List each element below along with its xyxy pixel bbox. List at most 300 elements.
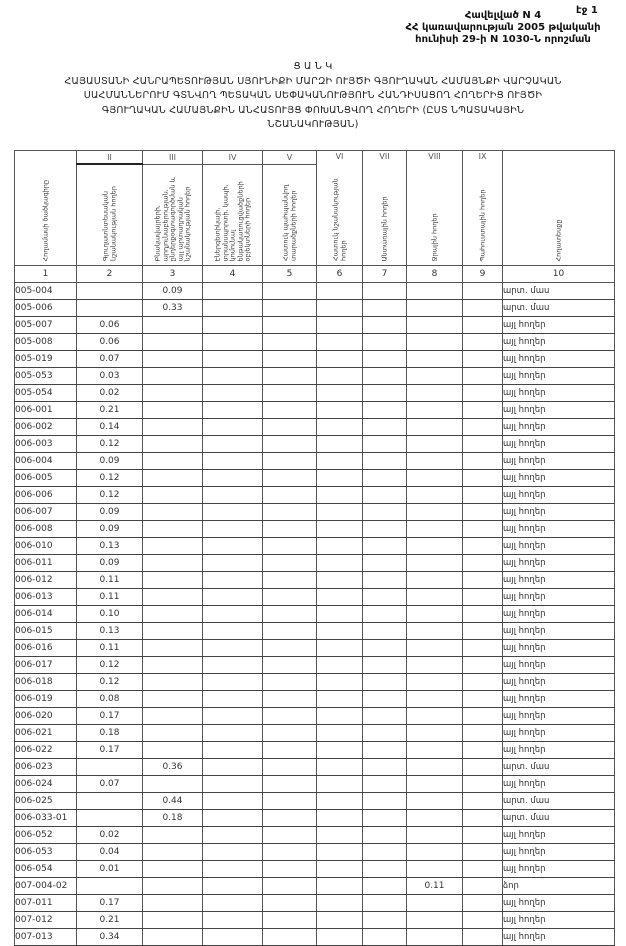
cell-reserve (463, 436, 503, 453)
cell-water (407, 317, 463, 334)
cell-reserve (463, 827, 503, 844)
title-line-3: ԳՅՈՒՂԱԿԱՆ ՀԱՄԱՅՆՔԻՆ ԱՆՀԱՏՈՒՅՑ ՓՈԽԱՆՑՎՈՂ ՀՈՂԵՐԻ (ԸՍՏ ՆՊԱՏԱԿԱՅԻՆ (101, 104, 525, 116)
cell-land-type: արտ. մաս (503, 300, 615, 317)
cell-agricultural: 0.07 (77, 776, 143, 793)
cell-code: 006-022 (15, 742, 77, 759)
table-row (15, 640, 615, 657)
cell-forest (363, 793, 407, 810)
cell-protected (263, 691, 317, 708)
table-row (15, 436, 615, 453)
cell-settlement (143, 725, 203, 742)
cell-reserve (463, 657, 503, 674)
cell-settlement (143, 419, 203, 436)
cell-water (407, 538, 463, 555)
cell-protected (263, 283, 317, 300)
cell-forest (363, 861, 407, 878)
table-row (15, 419, 615, 436)
cell-agricultural: 0.12 (77, 657, 143, 674)
cell-code: 006-016 (15, 640, 77, 657)
table-row (15, 776, 615, 793)
cell-land-type: այլ հողեր (503, 725, 615, 742)
cell-settlement (143, 334, 203, 351)
cell-energy (203, 810, 263, 827)
cell-settlement (143, 555, 203, 572)
cell-code: 006-054 (15, 861, 77, 878)
cell-protected (263, 657, 317, 674)
cell-code: 006-001 (15, 402, 77, 419)
roman-3: III (143, 151, 203, 165)
cell-protected (263, 878, 317, 895)
cell-special (317, 606, 363, 623)
cell-energy (203, 674, 263, 691)
page-number: էջ 1 (576, 5, 598, 16)
cell-land-type: այլ հողեր (503, 402, 615, 419)
cell-code: 006-017 (15, 657, 77, 674)
cell-energy (203, 589, 263, 606)
cell-energy (203, 827, 263, 844)
cell-energy (203, 844, 263, 861)
cell-agricultural: 0.07 (77, 351, 143, 368)
cell-code: 006-023 (15, 759, 77, 776)
cell-protected (263, 504, 317, 521)
cell-forest (363, 334, 407, 351)
cell-reserve (463, 929, 503, 946)
table-row (15, 759, 615, 776)
annex-header (380, 10, 626, 46)
cell-special (317, 317, 363, 334)
cell-forest (363, 555, 407, 572)
cell-forest (363, 929, 407, 946)
cell-special (317, 300, 363, 317)
cell-settlement (143, 742, 203, 759)
cell-forest (363, 606, 407, 623)
cell-forest (363, 691, 407, 708)
cell-water (407, 623, 463, 640)
cell-agricultural: 0.08 (77, 691, 143, 708)
table-row (15, 929, 615, 946)
cell-energy (203, 402, 263, 419)
cell-water (407, 300, 463, 317)
header-col-1 (15, 151, 77, 266)
header-label-9: Պահուստային հողեր (477, 188, 486, 261)
cell-reserve (463, 606, 503, 623)
cell-energy (203, 453, 263, 470)
cell-water (407, 929, 463, 946)
header-col-5 (263, 164, 317, 266)
cell-reserve (463, 640, 503, 657)
cell-land-type: այլ հողեր (503, 895, 615, 912)
cell-settlement (143, 487, 203, 504)
header-label-2: Գյուղատնտեսական նշանակության հողեր (101, 186, 117, 261)
cell-settlement (143, 657, 203, 674)
roman-7: VII (379, 152, 390, 161)
cell-special (317, 776, 363, 793)
cell-land-type: այլ հողեր (503, 317, 615, 334)
table-row (15, 912, 615, 929)
cell-settlement (143, 317, 203, 334)
cell-water (407, 827, 463, 844)
cell-reserve (463, 453, 503, 470)
cell-code: 006-012 (15, 572, 77, 589)
cell-agricultural: 0.01 (77, 861, 143, 878)
cell-protected (263, 487, 317, 504)
cell-energy (203, 351, 263, 368)
cell-special (317, 657, 363, 674)
cell-land-type: արտ. մաս (503, 793, 615, 810)
cell-protected (263, 453, 317, 470)
cell-code: 006-006 (15, 487, 77, 504)
cell-land-type: արտ. մաս (503, 759, 615, 776)
table-row (15, 810, 615, 827)
cell-reserve (463, 402, 503, 419)
cell-land-type: այլ հողեր (503, 334, 615, 351)
roman-row (15, 151, 615, 165)
cell-water (407, 368, 463, 385)
cell-reserve (463, 742, 503, 759)
cell-protected (263, 895, 317, 912)
cell-agricultural: 0.09 (77, 521, 143, 538)
table-row (15, 674, 615, 691)
cell-reserve (463, 844, 503, 861)
cell-special (317, 878, 363, 895)
table-row (15, 300, 615, 317)
cell-special (317, 470, 363, 487)
cell-land-type: այլ հողեր (503, 708, 615, 725)
annex-line-2: ՀՀ կառավարության 2005 թվականի (405, 22, 601, 33)
cell-reserve (463, 793, 503, 810)
cell-code: 007-012 (15, 912, 77, 929)
cell-water (407, 606, 463, 623)
cell-water (407, 436, 463, 453)
cell-forest (363, 623, 407, 640)
cell-protected (263, 555, 317, 572)
cell-forest (363, 589, 407, 606)
cell-code: 006-014 (15, 606, 77, 623)
cell-code: 006-011 (15, 555, 77, 572)
cell-protected (263, 521, 317, 538)
cell-land-type: այլ հողեր (503, 742, 615, 759)
cell-agricultural: 0.06 (77, 317, 143, 334)
cell-forest (363, 351, 407, 368)
cell-protected (263, 623, 317, 640)
cell-reserve (463, 895, 503, 912)
cell-forest (363, 810, 407, 827)
cell-reserve (463, 351, 503, 368)
cell-special (317, 759, 363, 776)
cell-code: 005-008 (15, 334, 77, 351)
cell-code: 006-021 (15, 725, 77, 742)
header-label-5: Հատուկ պահպանվող տարածքների հողեր (281, 184, 297, 261)
cell-water (407, 555, 463, 572)
table-row (15, 555, 615, 572)
cell-energy (203, 283, 263, 300)
cell-settlement (143, 640, 203, 657)
cell-energy (203, 708, 263, 725)
cell-reserve (463, 334, 503, 351)
cell-forest (363, 827, 407, 844)
cell-land-type: այլ հողեր (503, 691, 615, 708)
table-row (15, 878, 615, 895)
cell-forest (363, 419, 407, 436)
cell-reserve (463, 776, 503, 793)
cell-settlement (143, 453, 203, 470)
title-line-1: ՀԱՅԱՍՏԱՆԻ ՀԱՆՐԱՊԵՏՈՒԹՅԱՆ ՍՅՈՒՆԻՔԻ ՄԱՐԶԻ ՈՒՅԾԻ ԳՅՈՒՂԱԿԱՆ ՀԱՄԱՅՆՔԻ ՎԱՐՉԱԿԱՆ (64, 75, 562, 87)
header-col-8 (407, 151, 463, 266)
cell-land-type: այլ հողեր (503, 640, 615, 657)
cell-forest (363, 504, 407, 521)
table-row (15, 708, 615, 725)
cell-agricultural: 0.09 (77, 504, 143, 521)
cell-forest (363, 538, 407, 555)
cell-energy (203, 334, 263, 351)
cell-agricultural: 0.10 (77, 606, 143, 623)
roman-2: II (77, 151, 143, 165)
cell-water (407, 521, 463, 538)
cell-agricultural: 0.03 (77, 368, 143, 385)
cell-agricultural: 0.12 (77, 487, 143, 504)
cell-forest (363, 657, 407, 674)
cell-reserve (463, 589, 503, 606)
cell-energy (203, 691, 263, 708)
cell-agricultural: 0.02 (77, 385, 143, 402)
cell-special (317, 572, 363, 589)
cell-forest (363, 283, 407, 300)
cell-forest (363, 521, 407, 538)
cell-special (317, 912, 363, 929)
cell-water (407, 453, 463, 470)
table-row (15, 504, 615, 521)
col-number-1: 1 (15, 266, 77, 283)
cell-agricultural: 0.11 (77, 572, 143, 589)
cell-water (407, 691, 463, 708)
cell-land-type: այլ հողեր (503, 351, 615, 368)
cell-energy (203, 742, 263, 759)
col-number-8: 8 (407, 266, 463, 283)
cell-energy (203, 929, 263, 946)
col-number-9: 9 (463, 266, 503, 283)
cell-special (317, 521, 363, 538)
cell-code: 006-007 (15, 504, 77, 521)
cell-protected (263, 912, 317, 929)
table-row (15, 606, 615, 623)
cell-energy (203, 895, 263, 912)
cell-water (407, 334, 463, 351)
cell-energy (203, 572, 263, 589)
cell-reserve (463, 691, 503, 708)
cell-special (317, 487, 363, 504)
cell-reserve (463, 504, 503, 521)
cell-energy (203, 725, 263, 742)
cell-energy (203, 368, 263, 385)
cell-water (407, 895, 463, 912)
header-col-2 (77, 164, 143, 266)
cell-protected (263, 334, 317, 351)
cell-land-type: արտ. մաս (503, 810, 615, 827)
cell-protected (263, 385, 317, 402)
cell-land-type: այլ հողեր (503, 419, 615, 436)
cell-protected (263, 674, 317, 691)
cell-code: 006-010 (15, 538, 77, 555)
table-row (15, 487, 615, 504)
cell-land-type: այլ հողեր (503, 827, 615, 844)
cell-energy (203, 385, 263, 402)
cell-special (317, 589, 363, 606)
cell-protected (263, 725, 317, 742)
cell-forest (363, 300, 407, 317)
cell-forest (363, 436, 407, 453)
cell-special (317, 385, 363, 402)
cell-special (317, 623, 363, 640)
cell-energy (203, 606, 263, 623)
cell-code: 006-033-01 (15, 810, 77, 827)
col-number-5: 5 (263, 266, 317, 283)
cell-water (407, 674, 463, 691)
cell-land-type: այլ հողեր (503, 385, 615, 402)
header-label-4: Էներգետիկայի, տրանսպորտի, կապի, կոմունալ ենթակառուցվածքների օբյեկտների հողեր (212, 180, 251, 261)
col-number-6: 6 (317, 266, 363, 283)
cell-land-type: այլ հողեր (503, 589, 615, 606)
cell-land-type: այլ հողեր (503, 572, 615, 589)
table-body (15, 283, 615, 946)
cell-forest (363, 453, 407, 470)
cell-water (407, 912, 463, 929)
cell-special (317, 674, 363, 691)
cell-reserve (463, 368, 503, 385)
header-col-9 (463, 151, 503, 266)
header-label-3: Բնակավայրերի, արդյունաբերության, ընդերքօգտագործման և այլ արտադրական նշանակության հողեր (152, 176, 191, 261)
cell-energy (203, 470, 263, 487)
cell-forest (363, 878, 407, 895)
cell-special (317, 351, 363, 368)
cell-water (407, 572, 463, 589)
cell-special (317, 334, 363, 351)
cell-water: 0.11 (407, 878, 463, 895)
cell-special (317, 504, 363, 521)
table-row (15, 844, 615, 861)
cell-energy (203, 878, 263, 895)
cell-special (317, 453, 363, 470)
cell-forest (363, 572, 407, 589)
cell-water (407, 708, 463, 725)
table-row (15, 385, 615, 402)
cell-protected (263, 589, 317, 606)
col-number-10: 10 (503, 266, 615, 283)
cell-agricultural: 0.11 (77, 589, 143, 606)
header-label-1: Հողամասի ծածկագիրը (40, 179, 49, 261)
cell-reserve (463, 810, 503, 827)
cell-land-type: այլ հողեր (503, 929, 615, 946)
cell-protected (263, 929, 317, 946)
cell-protected (263, 538, 317, 555)
cell-forest (363, 759, 407, 776)
cell-forest (363, 317, 407, 334)
cell-protected (263, 606, 317, 623)
cell-code: 007-013 (15, 929, 77, 946)
cell-land-type: այլ հողեր (503, 504, 615, 521)
cell-code: 006-019 (15, 691, 77, 708)
cell-water (407, 351, 463, 368)
cell-protected (263, 368, 317, 385)
cell-protected (263, 572, 317, 589)
cell-energy (203, 317, 263, 334)
title-line-0: Ց Ա Ն Կ (293, 61, 333, 72)
cell-settlement (143, 912, 203, 929)
cell-code: 006-018 (15, 674, 77, 691)
table-row (15, 793, 615, 810)
cell-forest (363, 708, 407, 725)
col-number-4: 4 (203, 266, 263, 283)
cell-protected (263, 402, 317, 419)
cell-special (317, 708, 363, 725)
cell-reserve (463, 759, 503, 776)
cell-water (407, 742, 463, 759)
table-row (15, 368, 615, 385)
cell-protected (263, 793, 317, 810)
cell-protected (263, 861, 317, 878)
cell-code: 005-004 (15, 283, 77, 300)
cell-agricultural: 0.09 (77, 453, 143, 470)
cell-forest (363, 742, 407, 759)
cell-special (317, 640, 363, 657)
cell-water (407, 487, 463, 504)
cell-agricultural: 0.21 (77, 402, 143, 419)
cell-settlement (143, 691, 203, 708)
cell-reserve (463, 555, 503, 572)
table-row (15, 691, 615, 708)
cell-land-type: այլ հողեր (503, 674, 615, 691)
cell-code: 005-019 (15, 351, 77, 368)
cell-special (317, 725, 363, 742)
table-row (15, 521, 615, 538)
cell-energy (203, 436, 263, 453)
cell-protected (263, 708, 317, 725)
cell-settlement (143, 895, 203, 912)
header-col-3 (143, 164, 203, 266)
cell-code: 006-013 (15, 589, 77, 606)
cell-agricultural (77, 810, 143, 827)
document-title (0, 60, 626, 133)
cell-land-type: այլ հողեր (503, 861, 615, 878)
table-row (15, 623, 615, 640)
cell-protected (263, 470, 317, 487)
cell-reserve (463, 708, 503, 725)
cell-settlement (143, 861, 203, 878)
cell-land-type: այլ հողեր (503, 844, 615, 861)
cell-protected (263, 436, 317, 453)
cell-agricultural: 0.12 (77, 470, 143, 487)
cell-forest (363, 402, 407, 419)
cell-forest (363, 487, 407, 504)
cell-agricultural: 0.34 (77, 929, 143, 946)
header-label-10: Հողատեսքը (553, 218, 562, 261)
cell-forest (363, 912, 407, 929)
cell-reserve (463, 300, 503, 317)
cell-forest (363, 725, 407, 742)
cell-settlement (143, 521, 203, 538)
cell-agricultural (77, 283, 143, 300)
cell-special (317, 419, 363, 436)
cell-reserve (463, 317, 503, 334)
cell-special (317, 538, 363, 555)
cell-protected (263, 844, 317, 861)
table-row (15, 742, 615, 759)
table-row (15, 351, 615, 368)
cell-land-type: այլ հողեր (503, 521, 615, 538)
cell-land-type: ձոր (503, 878, 615, 895)
cell-energy (203, 776, 263, 793)
cell-agricultural: 0.12 (77, 674, 143, 691)
cell-water (407, 810, 463, 827)
